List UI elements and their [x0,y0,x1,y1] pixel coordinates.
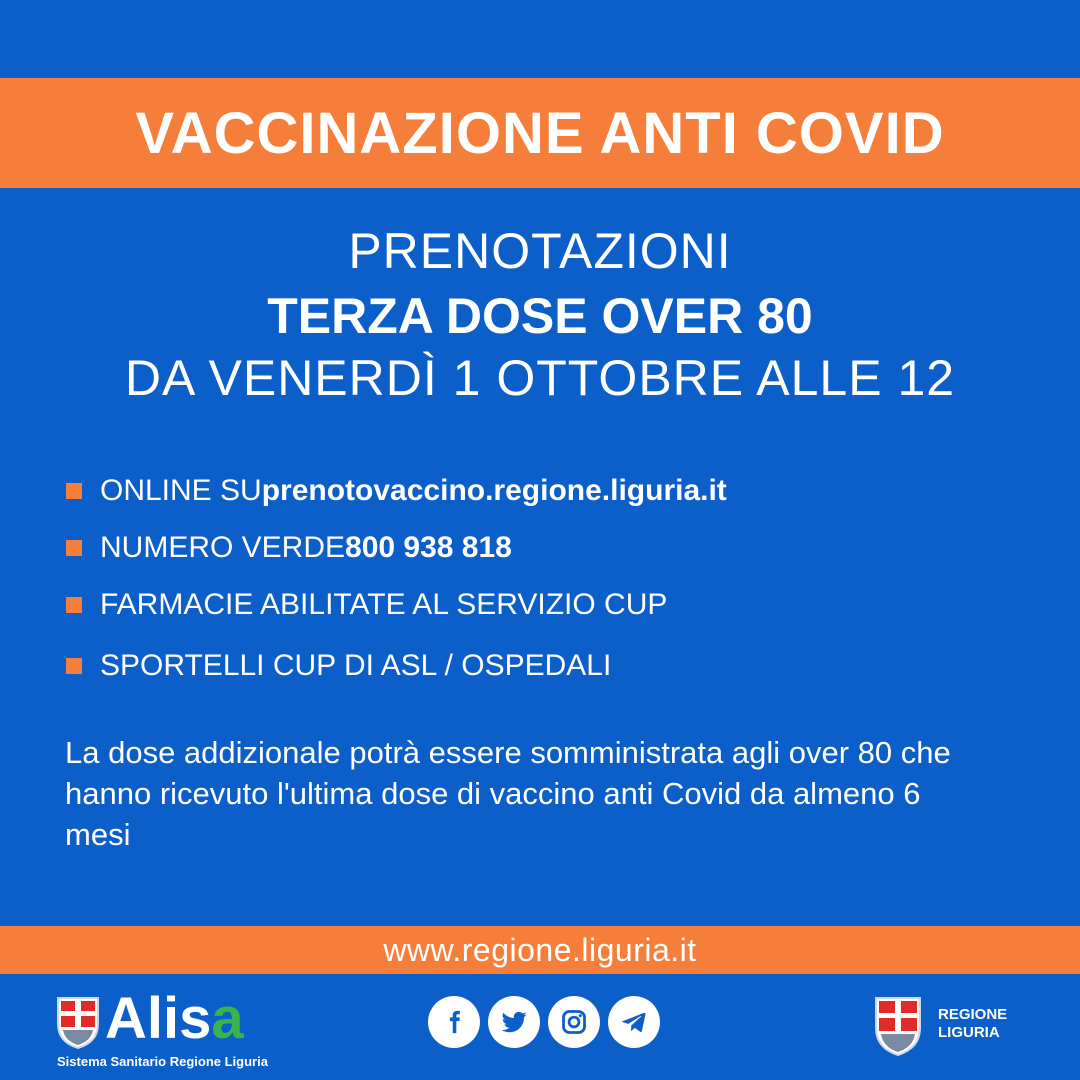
regione-liguria-logo [872,994,1032,1070]
alisa-wordmark-accent: a [211,986,244,1051]
alisa-logo [55,986,295,1072]
alisa-wordmark-main: Alis [105,986,212,1051]
liguria-crest-icon [55,994,101,1050]
facebook-icon[interactable] [428,996,480,1048]
headline-line-2: TERZA DOSE OVER 80 [267,288,813,344]
liguria-crest-icon [872,994,924,1058]
instagram-icon[interactable] [548,996,600,1048]
region-name-line-1: REGIONE [938,1006,1008,1023]
list-item-online [66,462,1066,519]
list-item-pharmacies [66,576,1066,633]
channel-label: FARMACIE ABILITATE AL SERVIZIO CUP [100,587,668,621]
bullet-square-icon [66,658,82,674]
booking-website-link[interactable]: prenotovaccino.regione.liguria.it [261,473,727,507]
toll-free-number[interactable]: 800 938 818 [345,530,512,564]
alisa-subtitle: Sistema Sanitario Regione Liguria [57,1054,268,1069]
booking-channels-list [66,462,1066,694]
channel-label: SPORTELLI CUP DI ASL / OSPEDALI [100,648,612,682]
instagram-glyph [560,1008,588,1036]
alisa-wordmark [105,986,244,1052]
headline-line-3: DA VENERDÌ 1 OTTOBRE ALLE 12 [124,350,956,406]
twitter-icon[interactable] [488,996,540,1048]
headline-line-1: PRENOTAZIONI [348,223,732,279]
bullet-square-icon [66,540,82,556]
region-name [938,1006,1007,1042]
footer [0,974,1080,1080]
list-item-counters [66,637,1066,694]
twitter-glyph [499,1007,529,1037]
bullet-square-icon [66,597,82,613]
bullet-square-icon [66,483,82,499]
facebook-glyph [440,1008,468,1036]
website-link[interactable]: www.regione.liguria.it [383,931,697,968]
info-note: La dose addizionale potrà essere somministrata agli over 80 che hanno ricevuto l'ultima dose di vaccino anti Covid da almeno 6 mesi [65,735,951,852]
telegram-glyph [620,1008,648,1036]
region-name-line-2: LIGURIA [938,1024,1000,1041]
title-banner [0,78,1080,188]
list-item-phone [66,519,1066,576]
page-title: VACCINAZIONE ANTI COVID [135,100,945,166]
channel-label: ONLINE SU [100,473,262,507]
telegram-icon[interactable] [608,996,660,1048]
channel-label: NUMERO VERDE [100,530,346,564]
website-banner [0,926,1080,974]
social-icons [428,996,660,1048]
